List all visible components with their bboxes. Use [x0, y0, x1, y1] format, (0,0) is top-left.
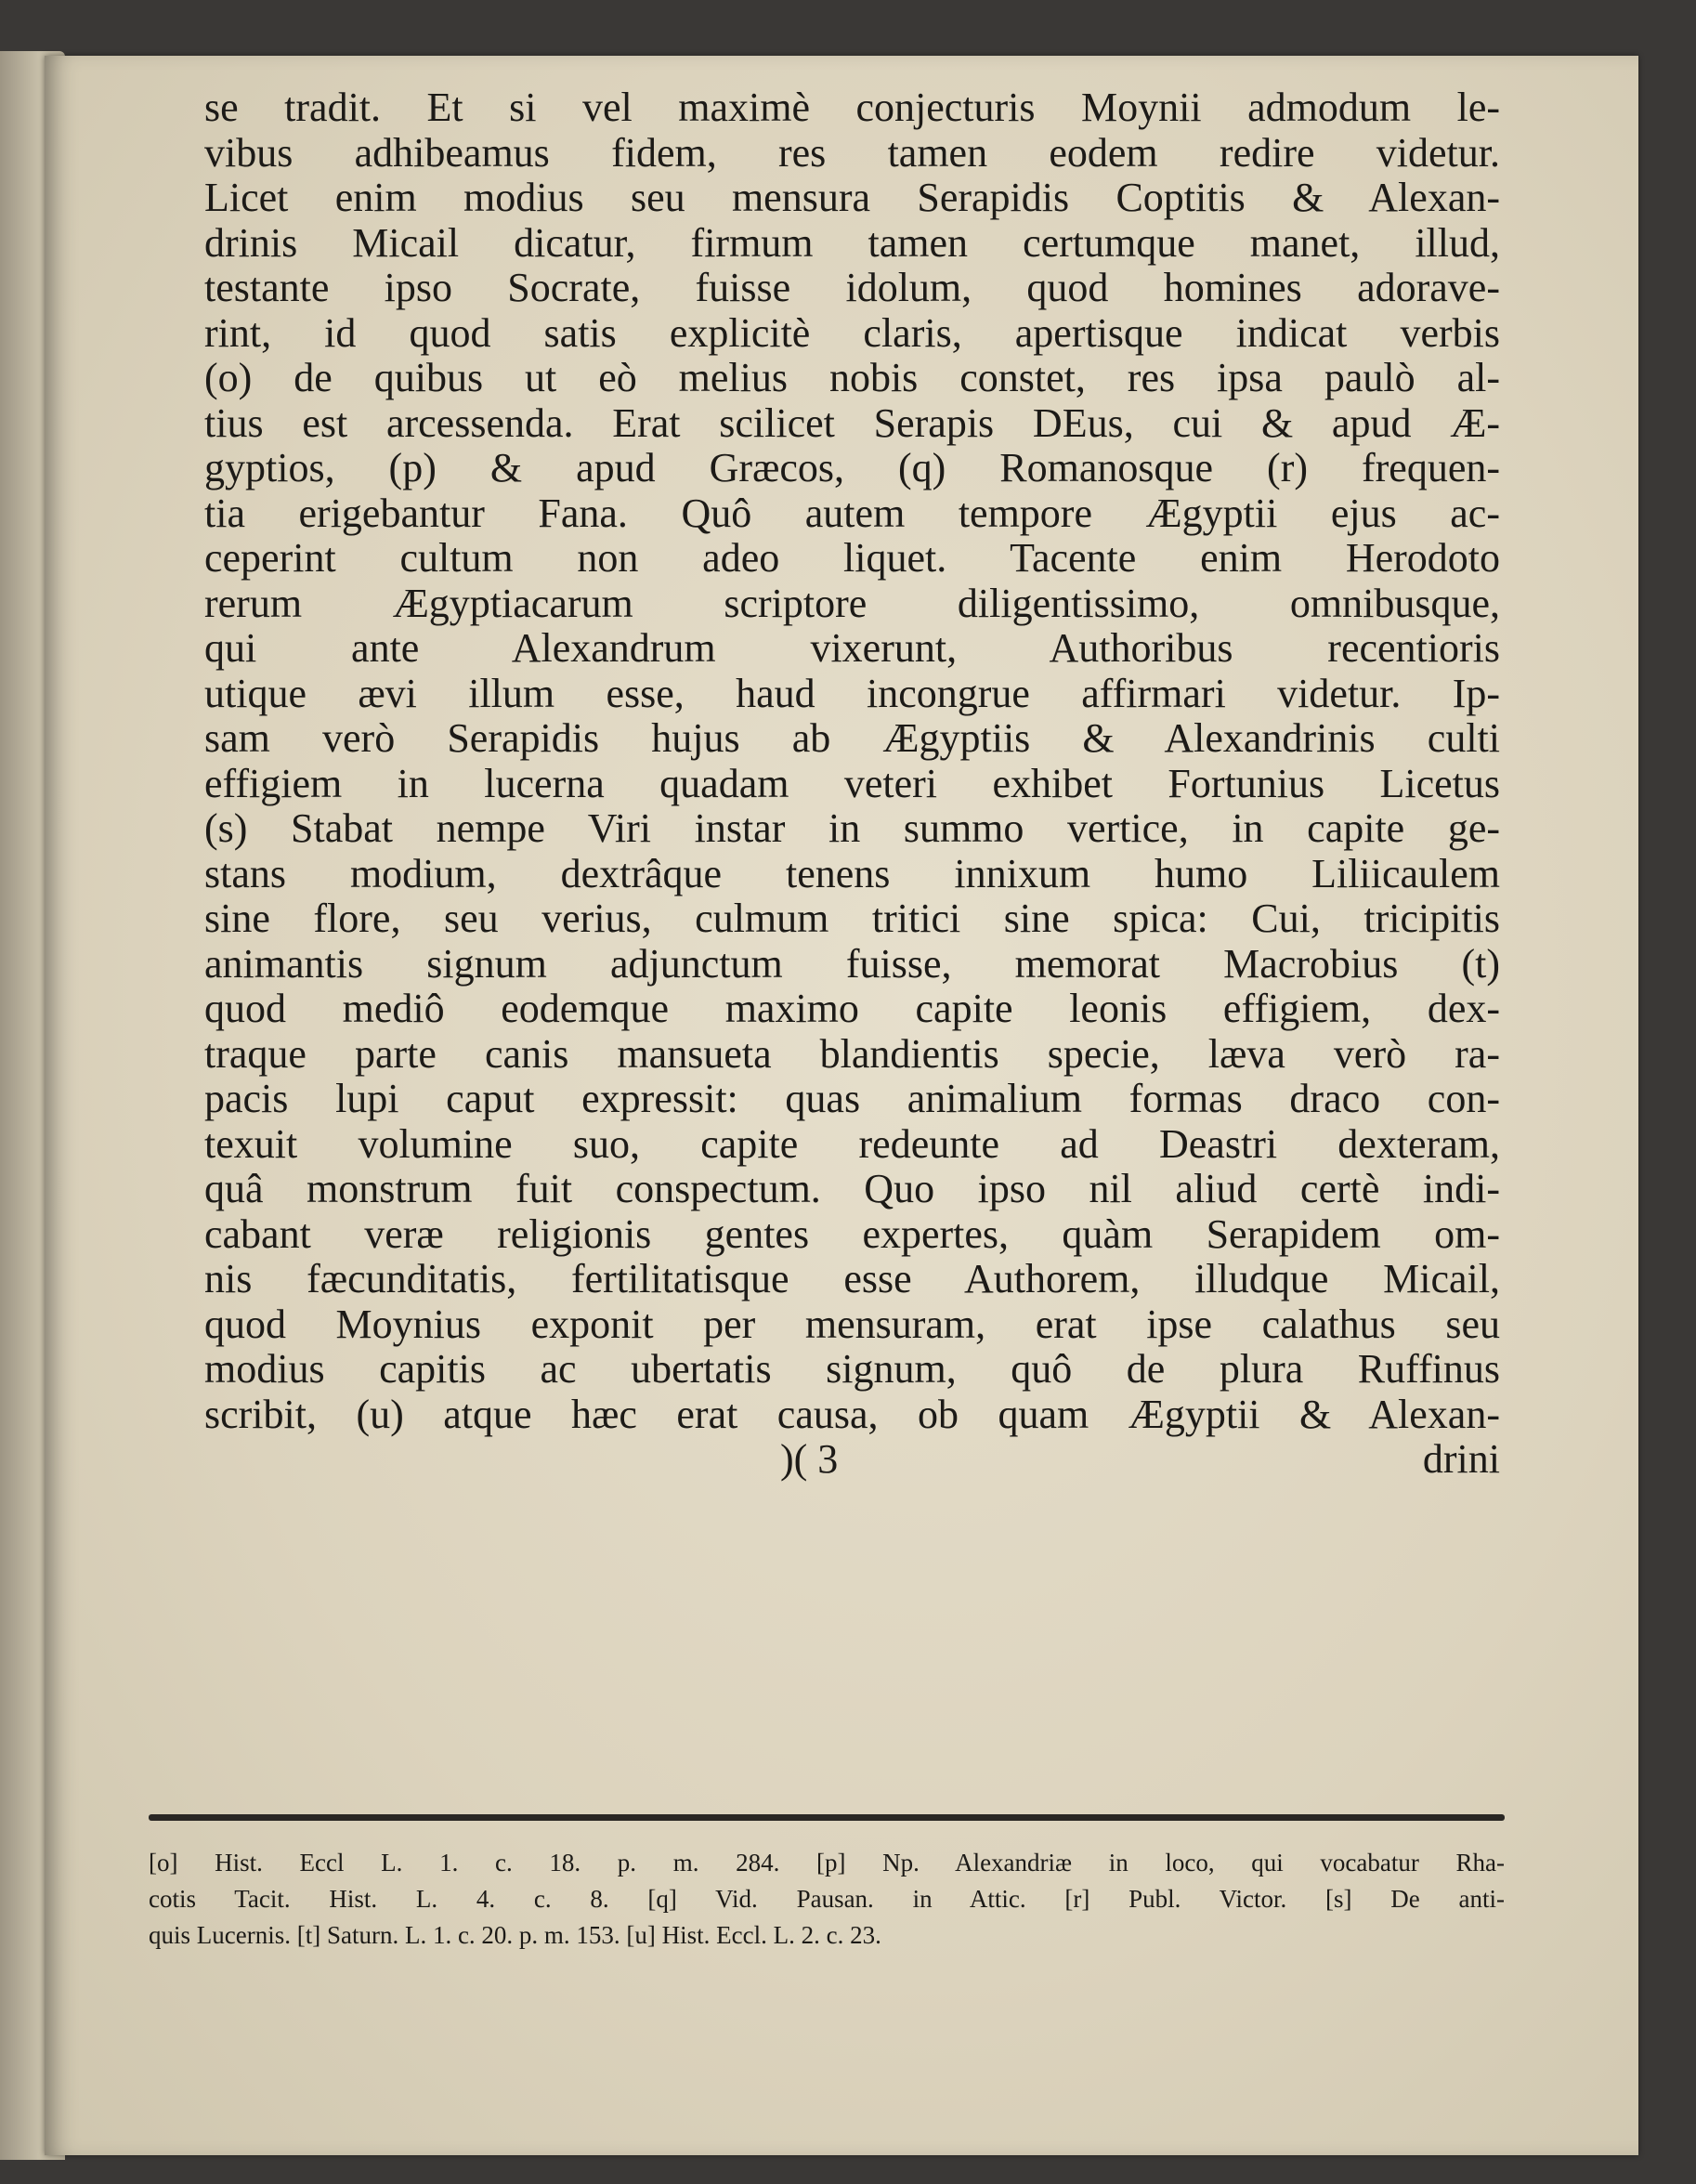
signature-mark: )( 3: [780, 1436, 839, 1482]
text-line: scribit, (u) atque hæc erat causa, ob quam Ægyptii & Alexan-: [204, 1391, 1500, 1437]
text-line: qui ante Alexandrum vixerunt, Authoribus recentioris: [204, 625, 1500, 671]
text-line: utique ævi illum esse, haud incongrue affirmari videtur. Ip-: [204, 670, 1500, 716]
text-line: vibus adhibeamus fidem, res tamen eodem redire videtur.: [204, 129, 1500, 176]
text-line: cabant veræ religionis gentes expertes, quàm Serapidem om-: [204, 1210, 1500, 1257]
text-line: rerum Ægyptiacarum scriptore diligentissimo, omnibusque,: [204, 580, 1500, 626]
text-line: sam verò Serapidis hujus ab Ægyptiis & Alexandrinis culti: [204, 715, 1500, 761]
text-line: traque parte canis mansueta blandientis specie, læva verò ra-: [204, 1030, 1500, 1077]
text-line: drinis Micail dicatur, firmum tamen certumque manet, illud,: [204, 219, 1500, 266]
text-line: (o) de quibus ut eò melius nobis constet, res ipsa paulò al-: [204, 355, 1500, 400]
text-line: testante ipso Socrate, fuisse idolum, quod homines adorave-: [204, 265, 1500, 310]
text-line: pacis lupi caput expressit: quas animalium formas draco con-: [204, 1076, 1500, 1121]
text-line: modius capitis ac ubertatis signum, quô de plura Ruffinus: [204, 1346, 1500, 1392]
main-text: [204, 85, 1500, 1483]
catchword: drini: [1422, 1436, 1500, 1482]
text-line: sine flore, seu verius, culmum tritici sine spica: Cui, tricipitis: [204, 896, 1500, 941]
signature-row: [204, 1437, 1500, 1483]
text-line: quod mediô eodemque maximo capite leonis effigiem, dex-: [204, 986, 1500, 1031]
footnote-rule: [149, 1814, 1505, 1821]
text-line: Licet enim modius seu mensura Serapidis Coptitis & Alexan-: [204, 175, 1500, 220]
text-line: quâ monstrum fuit conspectum. Quo ipso nil aliud certè indi-: [204, 1166, 1500, 1211]
text-line: animantis signum adjunctum fuisse, memorat Macrobius (t): [204, 940, 1500, 987]
text-line: stans modium, dextrâque tenens innixum humo Liliicaulem: [204, 850, 1500, 896]
text-line: se tradit. Et si vel maximè conjecturis Moynii admodum le-: [204, 85, 1500, 130]
text-line: nis fæcunditatis, fertilitatisque esse Authorem, illudque Micail,: [204, 1256, 1500, 1301]
text-line: texuit volumine suo, capite redeunte ad Deastri dexteram,: [204, 1120, 1500, 1167]
book-page: [45, 56, 1638, 2155]
text-line: ceperint cultum non adeo liquet. Tacente enim Herodoto: [204, 535, 1500, 581]
text-line: rint, id quod satis explicitè claris, apertisque indicat verbis: [204, 309, 1500, 356]
text-line: tia erigebantur Fana. Quô autem tempore Ægyptii ejus ac-: [204, 490, 1500, 536]
text-line: quod Moynius exponit per mensuram, erat ipse calathus seu: [204, 1301, 1500, 1347]
footnote-line: [o] Hist. Eccl L. 1. c. 18. p. m. 284. [p] Np. Alexandriæ in loco, qui vocabatur Rha-: [149, 1849, 1505, 1877]
text-line: tius est arcessenda. Erat scilicet Serapis DEus, cui & apud Æ-: [204, 399, 1500, 446]
footnote-line: quis Lucernis. [t] Saturn. L. 1. c. 20. p. m. 153. [u] Hist. Eccl. L. 2. c. 23.: [149, 1921, 881, 1949]
text-line: gyptios, (p) & apud Græcos, (q) Romanosque (r) frequen-: [204, 445, 1500, 490]
footnotes: [149, 1845, 1505, 1954]
text-line: effigiem in lucerna quadam veteri exhibet Fortunius Licetus: [204, 760, 1500, 806]
footnote-line: cotis Tacit. Hist. L. 4. c. 8. [q] Vid. Pausan. in Attic. [r] Publ. Victor. [s] De anti-: [149, 1885, 1505, 1913]
text-line: (s) Stabat nempe Viri instar in summo vertice, in capite ge-: [204, 805, 1500, 851]
